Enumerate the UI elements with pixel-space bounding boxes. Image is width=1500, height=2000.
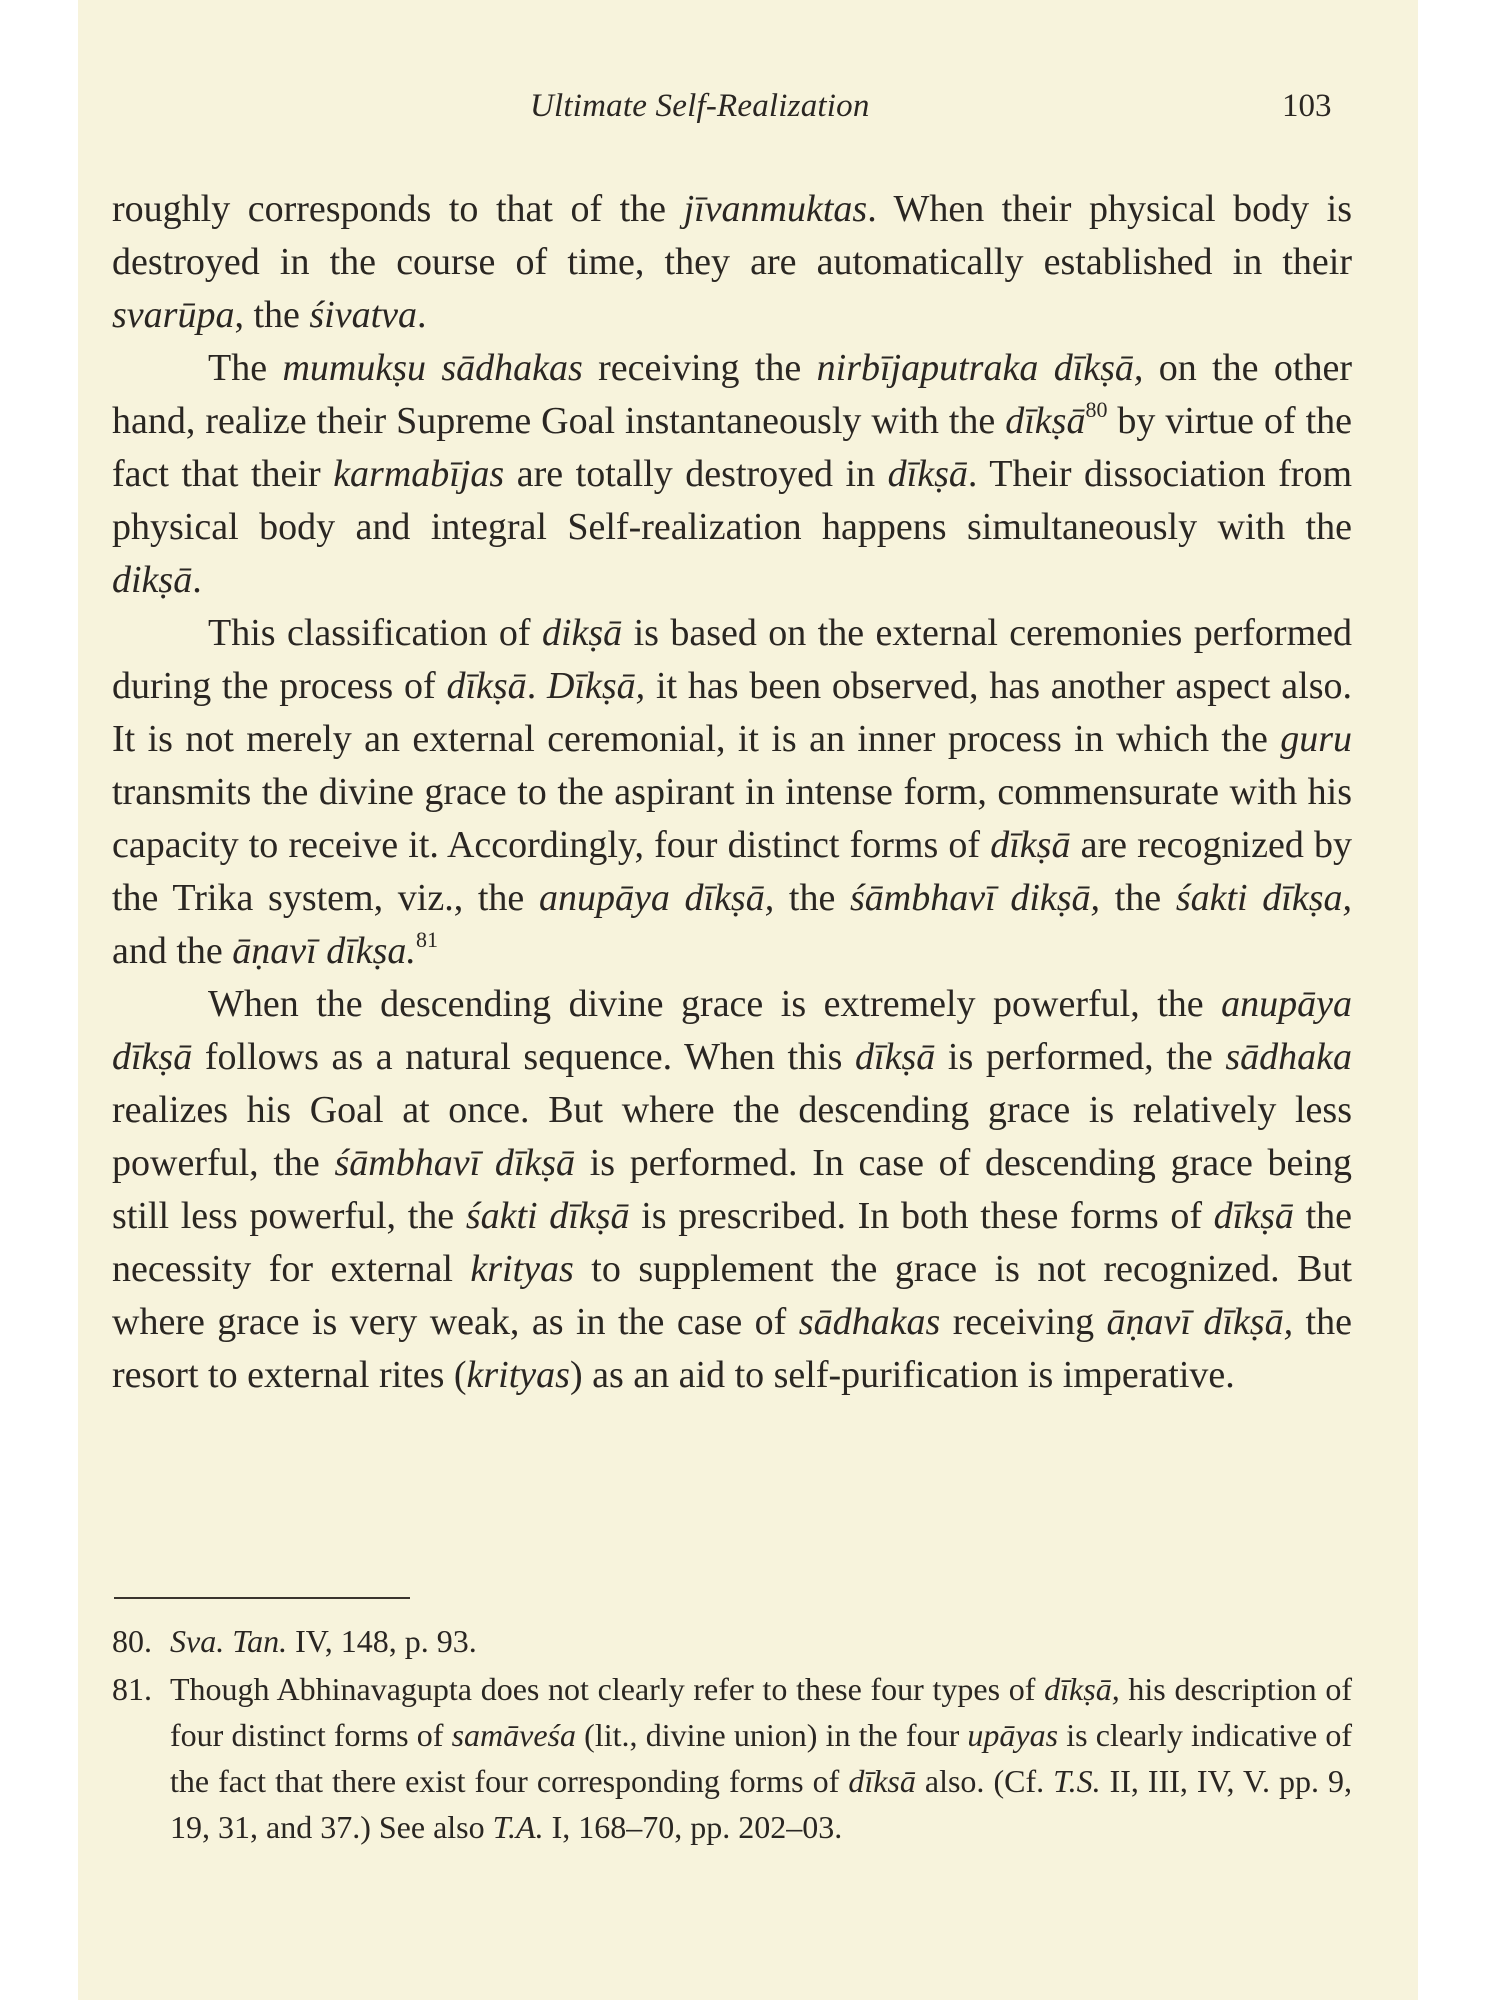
text-run: the — [774, 877, 851, 919]
footnote-number: 80. — [112, 1623, 152, 1659]
text-run: II, III, IV, V. pp. 9, 19, 31, and 37.) See also — [170, 1763, 1353, 1845]
text-run: are totally destroyed in — [504, 453, 888, 495]
footnote-ref: 80 — [1085, 397, 1108, 422]
italic-term: dīkṣā — [990, 824, 1071, 866]
text-run: also. (Cf. — [915, 1763, 1054, 1799]
text-run: to supplement the grace is not recognized. But where grace is very weak, as in the case of — [112, 1248, 1353, 1343]
italic-term: dīksā — [848, 1763, 916, 1799]
body-text — [112, 183, 1352, 1402]
text-run: is performed. In case of descending grace being still less powerful, the — [112, 1142, 1352, 1237]
italic-term: dikṣā — [541, 612, 623, 654]
italic-term: nirbījaputraka dīkṣā, — [816, 347, 1144, 389]
italic-term: jīvanmuktas — [683, 188, 868, 230]
footnote-ref: 81 — [415, 927, 438, 952]
italic-term: krityas — [466, 1354, 570, 1396]
italic-term: anupāya dīkṣā, — [538, 877, 775, 919]
text-run: . When their physical body is destroyed in the course of time, they are automatically established in their — [112, 188, 1352, 283]
text-run: is prescribed. In both these forms of — [629, 1195, 1214, 1237]
italic-term: śāmbhavī dīkṣā — [334, 1142, 576, 1184]
italic-term: karmabījas — [333, 453, 505, 495]
text-run: follows as a natural sequence. When this — [192, 1036, 856, 1078]
text-run: his description of four distinct forms of — [170, 1671, 1353, 1753]
italic-term: Dīkṣā, — [547, 665, 646, 707]
text-run: . — [417, 294, 427, 336]
text-run: transmits the divine grace to the aspirant in intense form, commensurate with his capacity to receive it. Accordingly, four distinct forms of — [112, 771, 1352, 866]
text-run: IV, 148, p. 93. — [287, 1623, 477, 1659]
text-run: and the — [112, 930, 233, 972]
text-run: it has been observed, has another aspect also. It is not merely an external ceremonial, it is an inner process in which the — [112, 665, 1353, 760]
italic-term: svarūpa — [112, 294, 235, 336]
italic-term: āṇavī dīkṣā, — [1106, 1301, 1294, 1343]
page-header — [78, 88, 1418, 138]
footnotes — [112, 1618, 1352, 1852]
italic-term: guru — [1280, 718, 1352, 760]
italic-term: krityas — [470, 1248, 574, 1290]
italic-term: mumukṣu sādhakas — [282, 347, 583, 389]
footnote-number: 81. — [112, 1671, 152, 1707]
text-run: receiving the — [582, 347, 817, 389]
footnote — [112, 1618, 1352, 1664]
footnote-text — [170, 1618, 1352, 1664]
text-run: by virtue of the fact that their — [112, 400, 1352, 495]
text-run: realizes his Goal at once. But where the descending grace is relatively less powerful, the — [112, 1089, 1352, 1184]
text-run: are recognized by the Trika system, viz., the — [112, 824, 1352, 919]
italic-term: dīkṣā — [887, 453, 968, 495]
italic-term: dīkṣā — [1213, 1195, 1294, 1237]
italic-term: śakti dīkṣā — [465, 1195, 630, 1237]
italic-term: dikṣā — [112, 559, 193, 601]
text-run: The — [208, 347, 283, 389]
text-run: . Their dissociation from physical body and integral Self-realization happens simultaneously with the — [112, 453, 1352, 548]
text-run: (lit., divine union) in the four — [576, 1717, 968, 1753]
text-run: the — [1100, 877, 1176, 919]
text-run: is based on the external ceremonies performed during the process of — [112, 612, 1352, 707]
italic-term: dīkṣā, — [1044, 1671, 1120, 1707]
italic-term: dīkṣā — [1005, 400, 1086, 442]
italic-term: āṇavī dīkṣa. — [232, 930, 416, 972]
footnote-text — [170, 1666, 1352, 1850]
footnote — [112, 1666, 1352, 1850]
italic-term: Sva. Tan. — [170, 1623, 288, 1659]
italic-term: dīkṣā — [446, 665, 527, 707]
text-run: on the other hand, realize their Supreme Goal instantaneously with the — [112, 347, 1352, 442]
italic-term: sādhaka — [1225, 1036, 1352, 1078]
text-run: is clearly indicative of the fact that there exist four corresponding forms of — [170, 1717, 1353, 1799]
text-run: I, 168–70, pp. 202–03. — [543, 1809, 843, 1845]
text-run: the resort to external rites ( — [112, 1301, 1352, 1396]
text-run: Though Abhinavagupta does not clearly refer to these four types of — [170, 1671, 1045, 1707]
paragraph — [112, 183, 1352, 342]
text-run: , the — [234, 294, 310, 336]
footnote-rule — [114, 1597, 410, 1599]
italic-term: śakti dīkṣa, — [1175, 877, 1352, 919]
text-run: When the descending divine grace is extremely powerful, the — [208, 983, 1222, 1025]
running-head: Ultimate Self-Realization — [530, 88, 870, 124]
text-run: This classification of — [208, 612, 542, 654]
text-run: . — [192, 559, 202, 601]
italic-term: samāveśa — [451, 1717, 576, 1753]
text-run: ) as an aid to self-purification is imperative. — [569, 1354, 1235, 1396]
italic-term: śivatva — [309, 294, 418, 336]
italic-term: dīkṣā — [855, 1036, 936, 1078]
text-run: . — [526, 665, 547, 707]
page-number: 103 — [1282, 88, 1332, 124]
italic-term: anupāya dīkṣā — [112, 983, 1352, 1078]
italic-term: śāmbhavī dikṣā, — [850, 877, 1101, 919]
italic-term: T.A. — [492, 1809, 544, 1845]
text-run: receiving — [940, 1301, 1107, 1343]
italic-term: upāyas — [967, 1717, 1059, 1753]
paragraph — [112, 342, 1352, 607]
text-run: roughly corresponds to that of the — [112, 188, 684, 230]
paragraph — [112, 978, 1352, 1402]
book-page — [78, 0, 1418, 2000]
italic-term: sādhakas — [798, 1301, 941, 1343]
text-run: the necessity for external — [112, 1195, 1352, 1290]
text-run: is performed, the — [935, 1036, 1226, 1078]
italic-term: T.S. — [1053, 1763, 1101, 1799]
paragraph — [112, 607, 1352, 978]
